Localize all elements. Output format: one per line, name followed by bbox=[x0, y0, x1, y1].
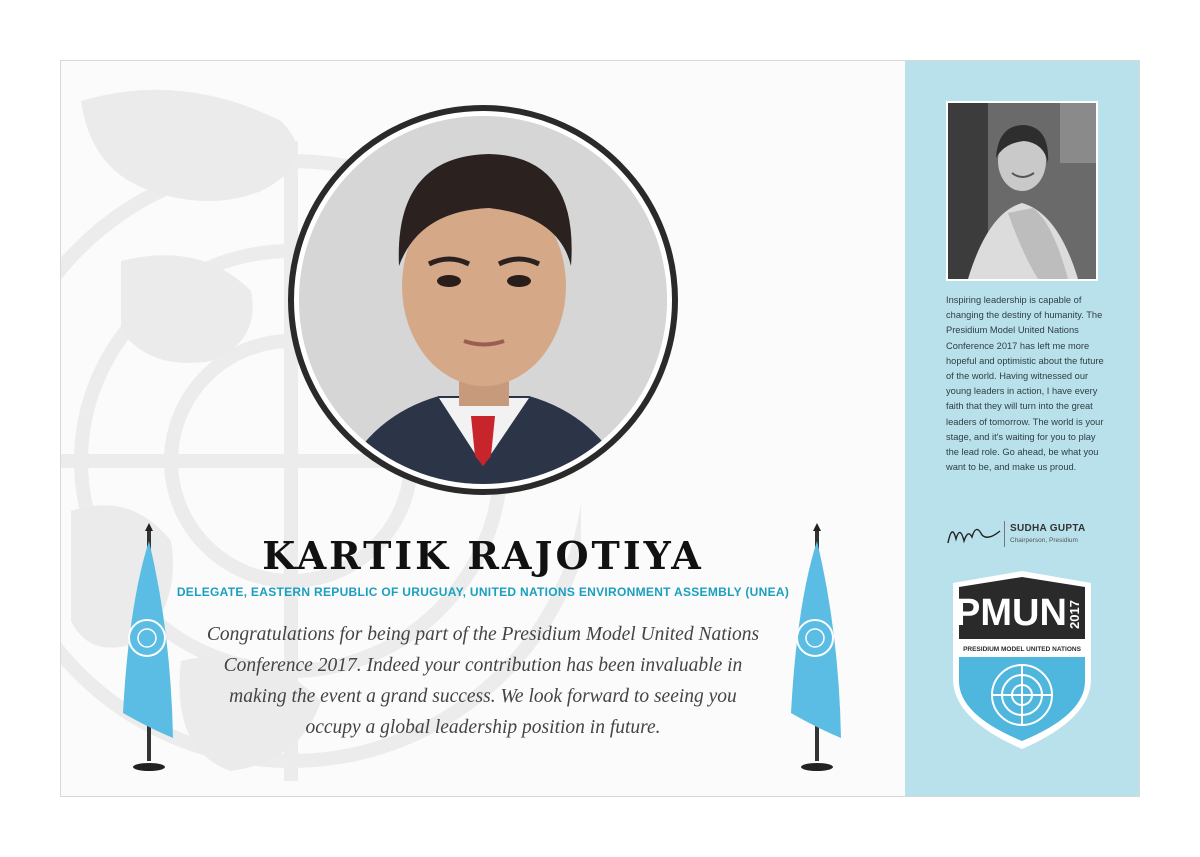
un-flag-icon bbox=[119, 523, 179, 773]
badge-subtitle: PRESIDIUM MODEL UNITED NATIONS bbox=[963, 646, 1081, 653]
signatory-name: SUDHA GUPTA bbox=[1010, 523, 1086, 534]
badge-year: 2017 bbox=[1067, 600, 1082, 629]
un-emblem-icon bbox=[992, 665, 1052, 725]
un-flag-icon bbox=[787, 523, 847, 773]
delegate-role: DELEGATE, EASTERN REPUBLIC OF URUGUAY, UNITED NATIONS ENVIRONMENT ASSEMBLY (UNEA) bbox=[176, 585, 790, 599]
badge-acronym: PMUN bbox=[955, 592, 1067, 634]
main-panel bbox=[61, 61, 905, 797]
delegate-portrait bbox=[288, 105, 678, 495]
certificate-frame bbox=[60, 60, 1140, 797]
congratulation-message: Congratulations for being part of the Presidium Model United Nations Conference 2017. Indeed your contribution has been invaluable in making the event a grand success. We look forward to seeing you occupy a global leadership position in future. bbox=[206, 624, 760, 738]
delegate-photo bbox=[299, 116, 667, 484]
signature-block bbox=[946, 519, 1116, 551]
signature-divider bbox=[1004, 521, 1005, 547]
sidebar bbox=[905, 61, 1140, 797]
signatory-title: Chairperson, Presidium bbox=[1010, 537, 1078, 544]
delegate-name: KARTIK RAJOTIYA bbox=[262, 533, 704, 578]
signature-icon bbox=[946, 519, 1002, 549]
chairperson-quote: Inspiring leadership is capable of changing the destiny of humanity. The Presidium Model United Nations Conference 2017 has left me more hopeful and optimistic about the future of the world. Having witnessed our young leaders in action, I have every faith that they will turn into the great leaders of tomorrow. The world is your stage, and it's waiting for you to play the lead role. Go ahead, be what you want to be, and make us proud. bbox=[946, 295, 1104, 473]
chairperson-photo bbox=[946, 101, 1098, 281]
pmun-badge-logo bbox=[949, 569, 1095, 751]
